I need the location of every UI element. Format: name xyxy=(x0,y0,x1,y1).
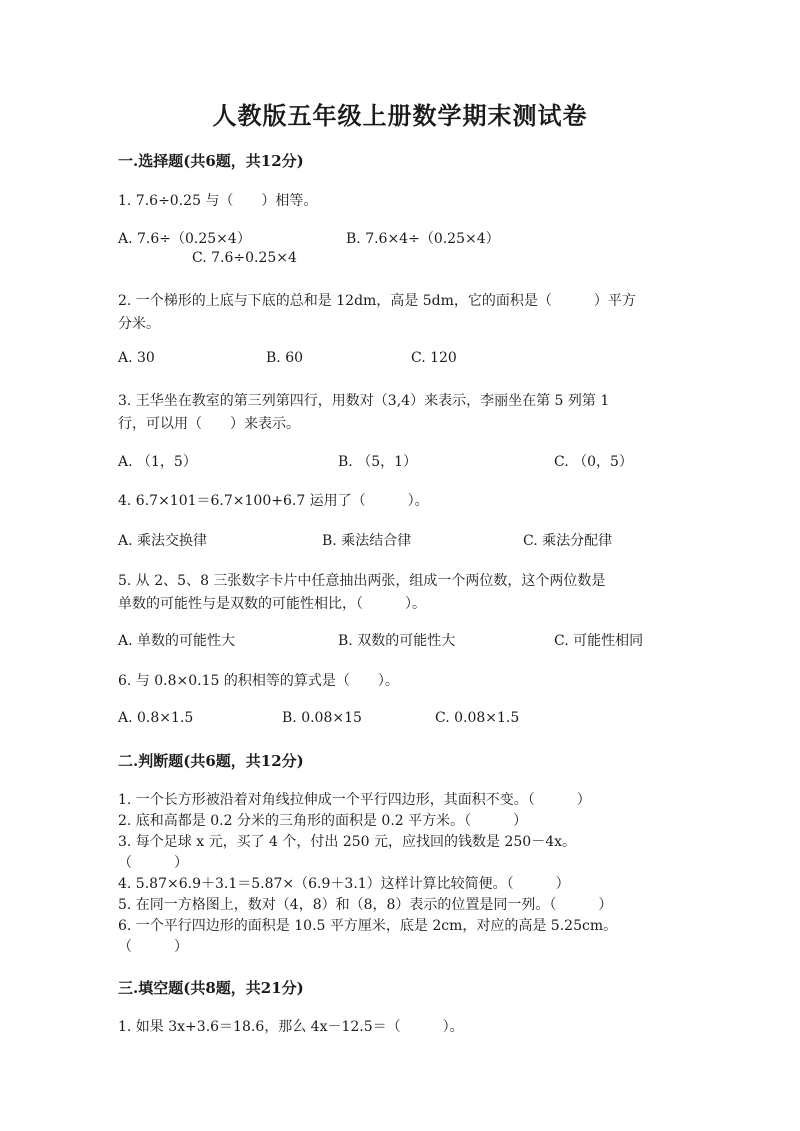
question-4-option-b: B. 乘法结合律 xyxy=(322,533,412,549)
fill-question-1: 1. 如果 3x+3.6＝18.6，那么 4x－12.5＝（ ）。 xyxy=(118,1019,464,1035)
section-heading-fill-blank: 三.填空题(共8题，共21分) xyxy=(118,979,304,997)
tf-line-7: 6. 一个平行四边形的面积是 10.5 平方厘米，底是 2cm，对应的高是 5.25cm。 xyxy=(118,918,618,934)
question-6-option-a: A. 0.8×1.5 xyxy=(118,710,194,726)
question-1-option-b: B. 7.6×4÷（0.25×4） xyxy=(346,231,500,247)
question-6-option-c: C. 0.08×1.5 xyxy=(435,710,520,726)
question-3-option-a: A. （1，5） xyxy=(118,454,197,470)
question-5-stem-line-2: 单数的可能性与是双数的可能性相比，（ ）。 xyxy=(118,596,426,612)
question-2-option-b: B. 60 xyxy=(266,350,304,366)
question-2-stem-line-2: 分米。 xyxy=(118,316,160,332)
tf-line-8: （ ） xyxy=(118,939,188,955)
tf-line-1: 1. 一个长方形被沿着对角线拉伸成一个平行四边形，其面积不变。（ ） xyxy=(118,792,591,808)
question-2-stem-line-1: 2. 一个梯形的上底与下底的总和是 12dm，高是 5dm，它的面积是（ ）平方 xyxy=(118,293,636,309)
section-heading-choice: 一.选择题(共6题，共12分) xyxy=(118,152,304,170)
tf-line-6: 5. 在同一方格图上，数对（4，8）和（8，8）表示的位置是同一列。（ ） xyxy=(118,897,613,913)
page-title: 人教版五年级上册数学期末测试卷 xyxy=(212,101,588,130)
question-3-option-b: B. （5，1） xyxy=(338,454,418,470)
section-heading-true-false: 二.判断题(共6题，共12分) xyxy=(118,752,304,770)
tf-line-3: 3. 每个足球 x 元，买了 4 个，付出 250 元，应找回的钱数是 250－4x。 xyxy=(118,834,577,850)
question-6-stem: 6. 与 0.8×0.15 的积相等的算式是（ ）。 xyxy=(118,673,399,689)
question-6-option-b: B. 0.08×15 xyxy=(282,710,362,726)
question-4-option-c: C. 乘法分配律 xyxy=(523,533,613,549)
question-4-option-a: A. 乘法交换律 xyxy=(118,533,208,549)
question-1-stem: 1. 7.6÷0.25 与（ ）相等。 xyxy=(118,193,318,209)
question-1-option-a: A. 7.6÷（0.25×4） xyxy=(118,231,251,247)
tf-line-4: （ ） xyxy=(118,855,188,871)
question-3-stem-line-1: 3. 王华坐在教室的第三列第四行，用数对（3,4）来表示，李丽坐在第 5 列第 1 xyxy=(118,393,610,409)
question-5-stem-line-1: 5. 从 2、5、8 三张数字卡片中任意抽出两张，组成一个两位数，这个两位数是 xyxy=(118,573,606,589)
question-4-stem: 4. 6.7×101＝6.7×100+6.7 运用了（ ）。 xyxy=(118,493,429,509)
question-2-option-c: C. 120 xyxy=(411,350,457,366)
tf-line-2: 2. 底和高都是 0.2 分米的三角形的面积是 0.2 平方米。（ ） xyxy=(118,813,528,829)
question-1-option-c: C. 7.6÷0.25×4 xyxy=(192,250,297,266)
question-2-option-a: A. 30 xyxy=(118,350,155,366)
question-5-option-a: A. 单数的可能性大 xyxy=(118,633,236,649)
question-3-stem-line-2: 行，可以用（ ）来表示。 xyxy=(118,416,300,432)
question-5-option-c: C. 可能性相同 xyxy=(554,633,644,649)
question-5-option-b: B. 双数的可能性大 xyxy=(338,633,456,649)
question-3-option-c: C. （0，5） xyxy=(554,454,633,470)
tf-line-5: 4. 5.87×6.9＋3.1＝5.87×（6.9＋3.1）这样计算比较简便。（ ） xyxy=(118,876,570,892)
